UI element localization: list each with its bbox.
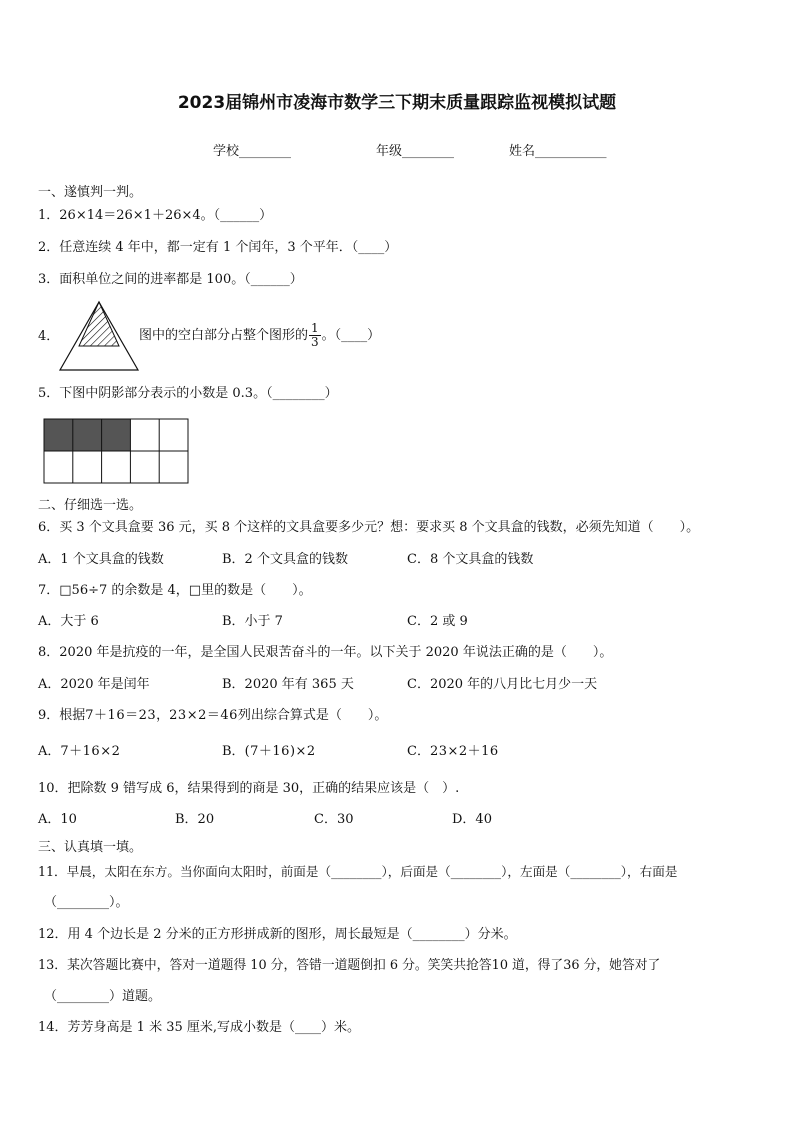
question-10-option-d[interactable]: D．40 [452, 812, 492, 827]
question-8-option-a[interactable]: A．2020 年是闰年 [38, 677, 150, 692]
question-8-option-c[interactable]: C．2020 年的八月比七月少一天 [407, 677, 598, 692]
fraction-one-third [309, 322, 321, 349]
question-9-option-b[interactable] [222, 743, 316, 761]
question-10-option-a[interactable]: A．10 [38, 812, 77, 827]
question-10: 10．把除数 9 错写成 6，结果得到的商是 30，正确的结果应该是（ ）. [38, 781, 460, 796]
question-7-option-b[interactable]: B．小于 7 [222, 614, 283, 629]
question-9 [38, 707, 387, 725]
question-6-option-b[interactable]: B．2 个文具盒的钱数 [222, 552, 348, 567]
question-9-option-a[interactable] [38, 743, 120, 761]
question-13-line-2: （________）道题。 [44, 989, 162, 1004]
option-expression: (7＋16)×2 [244, 744, 316, 759]
question-4-tail: 。（____） [321, 328, 381, 343]
section-3-heading: 三、认真填一填。 [38, 840, 143, 855]
question-6: 6．买 3 个文具盒要 36 元，买 8 个这样的文具盒要多少元？想：要求买 8 个文具盒的钱数，必须先知道（ ）。 [38, 520, 700, 535]
equation-1: 7＋16＝23 [85, 708, 157, 723]
fraction-numerator: 1 [311, 321, 319, 335]
grade-field[interactable]: 年级________ [376, 144, 455, 159]
question-7-option-c[interactable]: C．2 或 9 [407, 614, 468, 629]
question-6-option-c[interactable]: C．8 个文具盒的钱数 [407, 552, 534, 567]
page-title: 2023届锦州市凌海市数学三下期末质量跟踪监视模拟试题 [177, 93, 617, 113]
question-4 [139, 322, 380, 349]
question-10-option-b[interactable]: B．20 [175, 812, 215, 827]
option-label: A． [38, 744, 61, 759]
name-field[interactable]: 姓名___________ [509, 144, 607, 159]
question-14: 14．芳芳身高是 1 米 35 厘米,写成小数是（____）米。 [38, 1020, 361, 1035]
equation-2: 23×2＝46 [169, 708, 238, 723]
grid-cell-shaded [102, 419, 131, 451]
question-8-option-b[interactable]: B．2020 年有 365 天 [222, 677, 354, 692]
question-6-option-a[interactable]: A．1 个文具盒的钱数 [38, 552, 164, 567]
question-7-option-a[interactable]: A．大于 6 [38, 614, 99, 629]
question-1: 1．26×14＝26×1＋26×4。（______） [38, 208, 273, 223]
grid-cell-shaded [73, 419, 102, 451]
question-11-line-2: （________）。 [44, 895, 129, 910]
fraction-denominator: 3 [311, 335, 319, 349]
question-8: 8．2020 年是抗疫的一年，是全国人民艰苦奋斗的一年。以下关于 2020 年说法正确的是（ ）。 [38, 645, 613, 660]
question-10-option-c[interactable]: C．30 [314, 812, 354, 827]
question-3: 3．面积单位之间的进率都是 100。（______） [38, 272, 303, 287]
section-2-heading: 二、仔细选一选。 [38, 498, 143, 513]
question-9-suffix: 列出综合算式是（ ）。 [237, 708, 388, 723]
question-12: 12．用 4 个边长是 2 分米的正方形拼成新的图形，周长最短是（________）分米。 [38, 927, 517, 942]
option-expression: 23×2＋16 [429, 744, 499, 759]
question-4-text: 图中的空白部分占整个图形的 [139, 328, 309, 343]
question-9-option-c[interactable] [407, 743, 499, 761]
question-5: 5．下图中阴影部分表示的小数是 0.3。（________） [38, 386, 338, 401]
question-4-number: 4． [38, 329, 60, 344]
option-label: C． [407, 744, 430, 759]
hatched-triangle-figure [58, 300, 140, 372]
question-13-line-1: 13．某次答题比赛中，答对一道题得 10 分，答错一道题倒扣 6 分。笑笑共抢答10 道，得了36 分，她答对了 [38, 958, 661, 973]
question-11-line-1: 11．早晨，太阳在东方。当你面向太阳时，前面是（________），后面是（________），左面是（________），右面是 [38, 864, 678, 879]
question-7: 7．□56÷7 的余数是 4，□里的数是（ ）。 [38, 583, 312, 598]
question-9-separator: ， [156, 708, 170, 723]
school-field[interactable]: 学校________ [213, 144, 292, 159]
question-2: 2．任意连续 4 年中，都一定有 1 个闰年，3 个平年．（____） [38, 240, 398, 255]
grid-cell-shaded [44, 419, 73, 451]
decimal-grid-figure [43, 418, 189, 484]
option-expression: 7＋16×2 [60, 744, 121, 759]
question-9-prefix: 9．根据 [38, 708, 86, 723]
section-1-heading: 一、遂慎判一判。 [38, 185, 143, 200]
option-label: B． [222, 744, 245, 759]
